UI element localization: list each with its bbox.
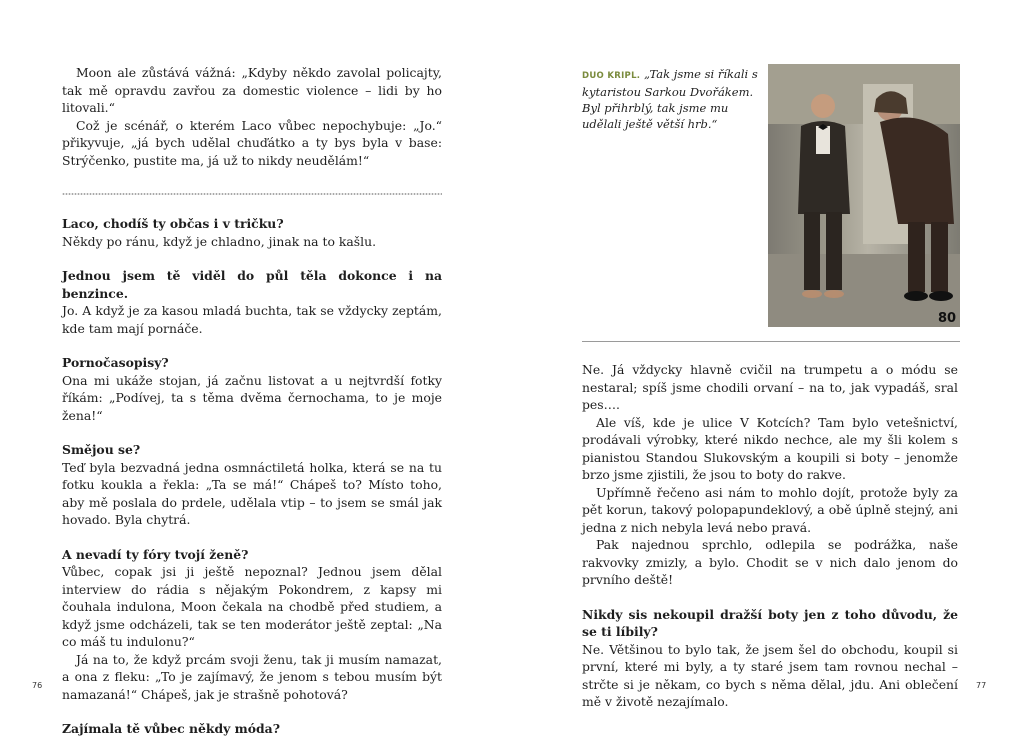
answer-2: Jo. A když je za kasou mladá buchta, tak se vždycky zeptám, kde tam mají pornáče. [62, 303, 442, 336]
caption-tag: DUO KRIPL. [582, 71, 641, 81]
right-question: Nikdy sis nekoupil dražší boty jen z toho důvodu, že se ti líbily? [582, 606, 958, 639]
photo-caption [582, 66, 760, 132]
right-paragraph-2: Ale víš, kde je ulice V Kotcích? Tam bylo vetešnictví, prodávali výrobky, které nikdo nechce, ale my šli kolem s pianistou Standou Slukovským a koupili si boty – jenomže brzo jsme zjistili, že jsou to boty do rakve. [582, 414, 958, 482]
photo-illustration [768, 64, 960, 327]
answer-1: Někdy po ránu, když je chladno, jinak na to kašlu. [62, 233, 377, 249]
photo-mark: 80 [938, 311, 957, 326]
right-paragraph-1: Ne. Já vždycky hlavně cvičil na trumpetu a o módu se nestaral; spíš jsme chodili orvaní – na to, jak vypadáš, sral pes…. [582, 362, 958, 412]
caption-text: „Tak jsme si říkali s kytaristou Sarkou Dvořákem. Byl přihrblý, tak jsme mu udělali ještě větší hrb.“ [582, 67, 758, 131]
page-number-left: 76 [32, 681, 43, 690]
page-number-right: 77 [976, 681, 987, 690]
answer-5a: Vůbec, copak jsi ji ještě nepoznal? Jednou jsem dělal interview do rádia s nějakým Pokondrem, z kapsy mi čouhala indulona, Moon čekala na chodbě před studiem, a když jsme odcházeli, tak se ten moderátor ještě zeptal: „Na co máš tu indulonu?“ [62, 564, 442, 649]
dotted-separator [62, 191, 442, 197]
horizontal-rule [582, 341, 960, 342]
right-paragraph-4: Pak najednou sprchlo, odlepila se podrážka, naše rakvovky zmizly, a bylo. Chodit se v nich dalo jenom do prvního deště! [582, 537, 958, 587]
question-4: Smějou se? [62, 442, 141, 457]
answer-5b: Já na to, že když prcám svoji ženu, tak ji musím namazat, a ona z fleku: „To je zajímavý, že jenom s tebou musím být namazaná!“ Chápeš, jak je strašně pohotová? [62, 651, 442, 702]
right-paragraph-3: Upřímně řečeno asi nám to mohlo dojít, protože byly za pět korun, takový polopapundeklový, a obě úplně stejný, ani jedna z nich nebyla levá nebo pravá. [582, 484, 958, 535]
question-1: Laco, chodíš ty občas i v tričku? [62, 216, 284, 231]
question-3: Pornočasopisy? [62, 355, 169, 370]
right-answer: Ne. Většinou to bylo tak, že jsem šel do obchodu, koupil si první, které mi byly, a ty staré jsem tam rovnou nechal – strčte si je někam, co bych s něma dělal, jdu. Ani oblečení mě v životě nezajímalo. [582, 641, 958, 709]
answer-3: Ona mi ukáže stojan, já začnu listovat a u nejtvrdší fotky říkám: „Podívej, ta s těma dvěma černochama, to je moje žena!“ [62, 372, 442, 423]
question-6: Zajímala tě vůbec někdy móda? [62, 721, 280, 736]
question-5: A nevadí ty fóry tvojí ženě? [62, 546, 249, 562]
photo-duo-kripl [768, 64, 960, 327]
answer-4: Teď byla bezvadná jedna osmnáctiletá holka, která se na tu fotku koukla a řekla: „Ta se má!“ Chápeš to? Místo toho, aby mě poslala do prdele, udělala vtip – to jsem se smál jak hovado. Byla chytrá. [62, 459, 442, 527]
question-2: Jednou jsem tě viděl do půl těla dokonce i na benzince. [62, 268, 442, 301]
right-column [582, 361, 958, 711]
left-column [62, 64, 442, 738]
intro-paragraph-2: Což je scénář, o kterém Laco vůbec nepochybuje: „Jo.“ přikyvuje, „já bych udělal chuďátko a ty bys byla v base: Strýčenko, pustite ma, já už to nikdy neudělám!“ [62, 117, 442, 168]
intro-paragraph-1: Moon ale zůstává vážná: „Kdyby někdo zavolal policajty, tak mě opravdu zavřou za domestic violence – lidi by ho litovali.“ [62, 65, 442, 115]
